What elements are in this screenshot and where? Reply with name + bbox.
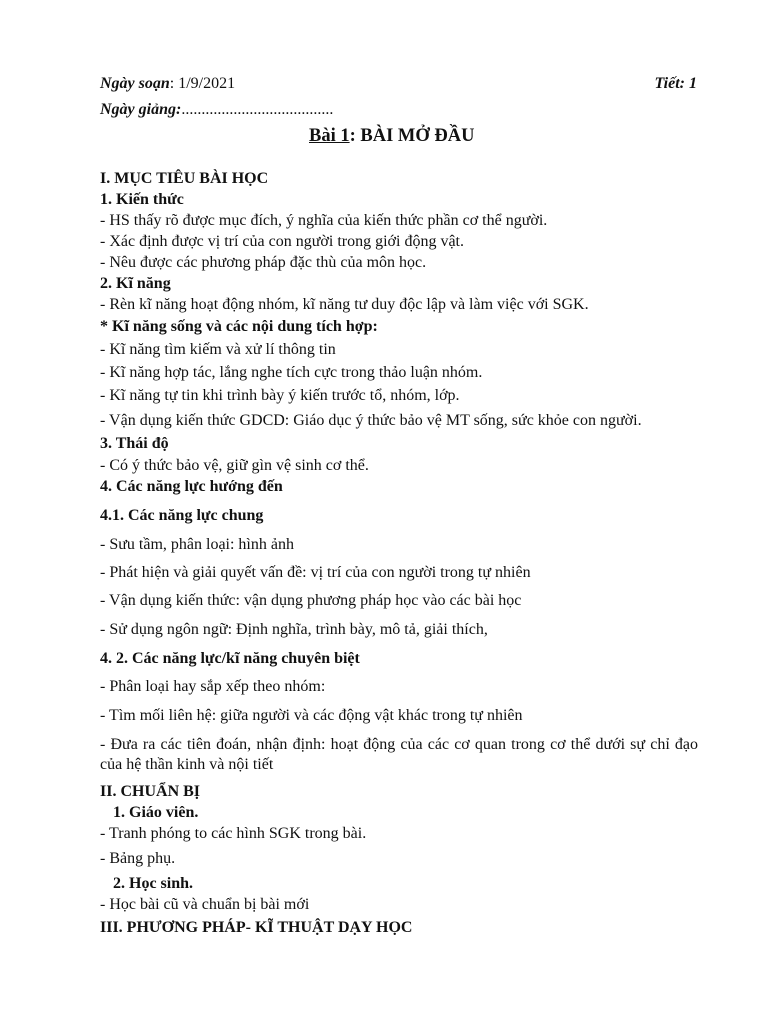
list-item: - Vận dụng kiến thức: vận dụng phương pháp học vào các bài học bbox=[100, 592, 522, 609]
list-item: - Vận dụng kiến thức GDCD: Giáo dục ý thức bảo vệ MT sống, sức khỏe con người. bbox=[100, 412, 642, 429]
section-3-heading: III. PHƯƠNG PHÁP- KĨ THUẬT DẠY HỌC bbox=[100, 919, 413, 936]
list-item: - Phân loại hay sắp xếp theo nhóm: bbox=[100, 678, 326, 695]
lesson-title bbox=[309, 126, 474, 146]
list-item: - Kĩ năng tìm kiếm và xử lí thông tin bbox=[100, 341, 336, 358]
list-item: - Tìm mối liên hệ: giữa người và các động vật khác trong tự nhiên bbox=[100, 707, 523, 724]
ngay-soan-value: : 1/9/2021 bbox=[169, 75, 236, 92]
list-item: - Có ý thức bảo vệ, giữ gìn vệ sinh cơ thể. bbox=[100, 457, 369, 474]
list-item: - Sưu tầm, phân loại: hình ảnh bbox=[100, 536, 294, 553]
nang-luc-chuyen-biet-heading: 4. 2. Các năng lực/kĩ năng chuyên biệt bbox=[100, 650, 360, 667]
tiet-number: Tiết: 1 bbox=[654, 75, 697, 92]
list-item: - Nêu được các phương pháp đặc thù của môn học. bbox=[100, 254, 427, 271]
hoc-sinh-heading: 2. Học sinh. bbox=[113, 875, 194, 892]
list-item: - Xác định được vị trí của con người trong giới động vật. bbox=[100, 233, 464, 250]
ki-nang-heading: 2. Kĩ năng bbox=[100, 275, 171, 292]
thai-do-heading: 3. Thái độ bbox=[100, 435, 169, 452]
list-item: - Đưa ra các tiên đoán, nhận định: hoạt động của các cơ quan trong cơ thể dưới sự chỉ đạo của hệ thần kinh và nội tiết bbox=[100, 736, 698, 773]
list-item: - Bảng phụ. bbox=[100, 850, 176, 867]
nang-luc-heading: 4. Các năng lực hướng đến bbox=[100, 478, 283, 495]
list-item: - Kĩ năng tự tin khi trình bày ý kiến trước tổ, nhóm, lớp. bbox=[100, 387, 460, 404]
ngay-soan-label: Ngày soạn bbox=[100, 75, 170, 92]
nang-luc-chung-heading: 4.1. Các năng lực chung bbox=[100, 507, 264, 524]
ki-nang-song-heading: * Kĩ năng sống và các nội dung tích hợp: bbox=[100, 318, 378, 335]
giao-vien-heading: 1. Giáo viên. bbox=[113, 804, 199, 821]
list-item: - Kĩ năng hợp tác, lắng nghe tích cực trong thảo luận nhóm. bbox=[100, 364, 483, 381]
kien-thuc-heading: 1. Kiến thức bbox=[100, 191, 184, 208]
ngay-giang-line bbox=[100, 100, 333, 120]
section-2-heading: II. CHUẨN BỊ bbox=[100, 783, 201, 800]
ngay-giang-value: ...................................... bbox=[181, 101, 334, 118]
list-item: - Tranh phóng to các hình SGK trong bài. bbox=[100, 825, 367, 842]
list-item: - Sử dụng ngôn ngữ: Định nghĩa, trình bày, mô tả, giải thích, bbox=[100, 621, 488, 638]
list-item: - Phát hiện và giải quyết vấn đề: vị trí của con người trong tự nhiên bbox=[100, 564, 531, 581]
list-item: - HS thấy rõ được mục đích, ý nghĩa của kiến thức phần cơ thể người. bbox=[100, 212, 548, 229]
lesson-title-number: Bài 1 bbox=[309, 126, 350, 146]
lesson-title-name: : BÀI MỞ ĐẦU bbox=[349, 126, 475, 146]
list-item: - Rèn kĩ năng hoạt động nhóm, kĩ năng tư duy độc lập và làm việc với SGK. bbox=[100, 296, 589, 313]
ngay-soan-line bbox=[100, 74, 235, 94]
section-1-heading: I. MỤC TIÊU BÀI HỌC bbox=[100, 170, 269, 187]
list-item: - Học bài cũ và chuẩn bị bài mới bbox=[100, 896, 310, 913]
ngay-giang-label: Ngày giảng: bbox=[100, 101, 182, 118]
